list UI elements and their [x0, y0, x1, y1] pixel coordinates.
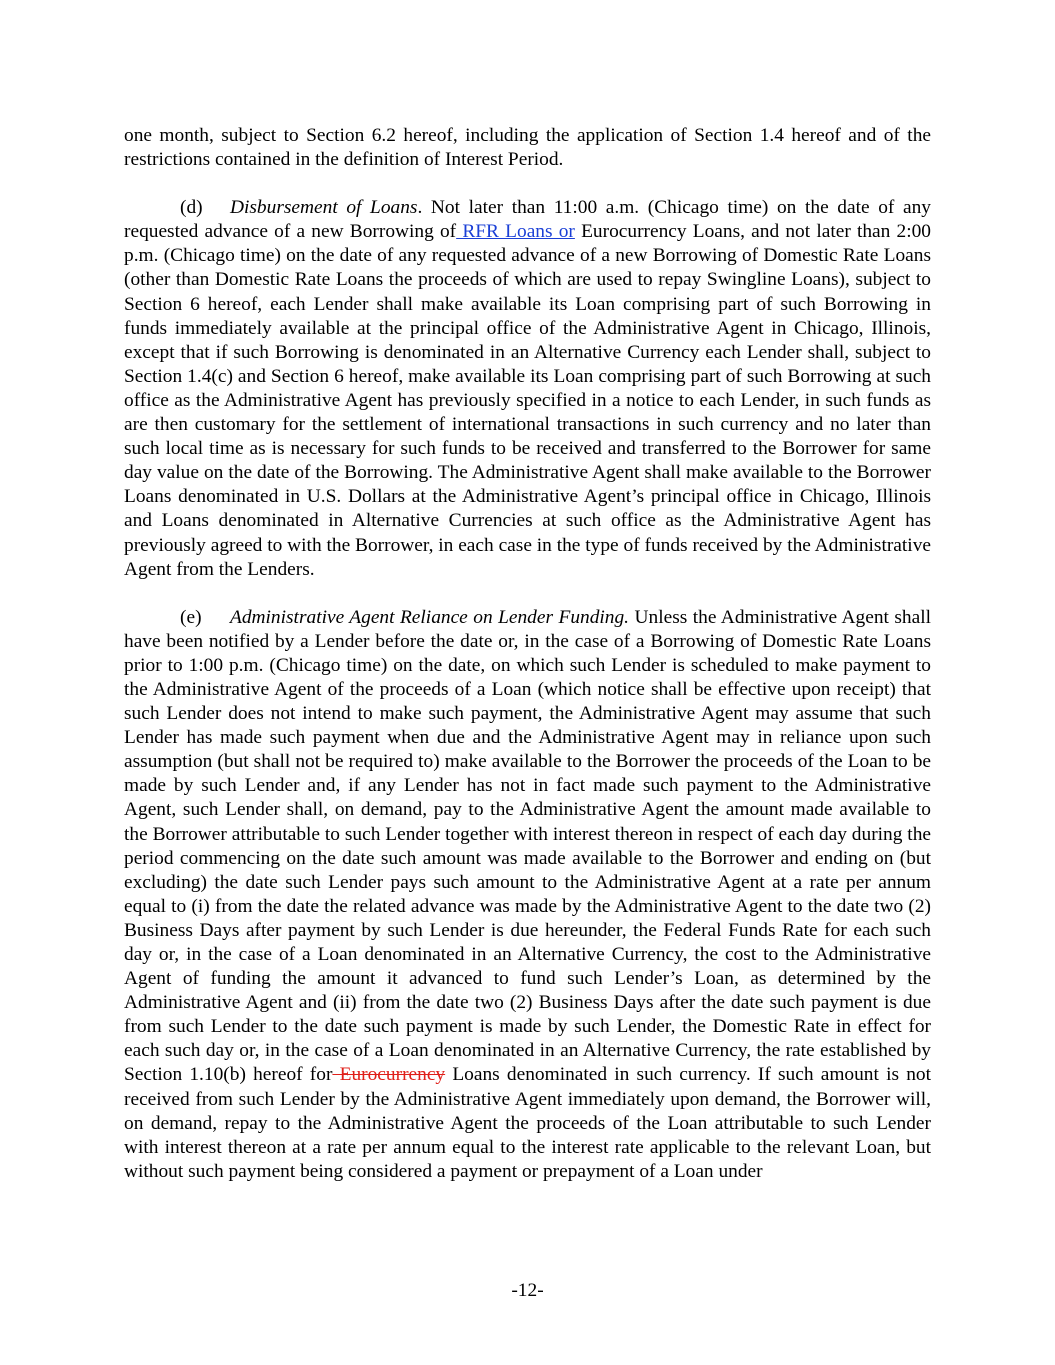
- deleted-text-eurocurrency: Eurocurrency: [332, 1064, 446, 1086]
- document-page: [124, 124, 931, 1184]
- paragraph-e: [124, 606, 931, 1184]
- paragraph-d-marker: (d): [180, 197, 203, 219]
- paragraph-c-continuation: one month, subject to Section 6.2 hereof, including the application of Section 1.4 hereof and of the restrictions contained in the definition of Interest Period.: [124, 125, 931, 171]
- page-number: -12-: [511, 1280, 544, 1301]
- paragraph-d-text-1: Not later than 11:00 a.m. (Chicago time) on the date of any requested advance of a new Borrowing of: [124, 197, 931, 243]
- paragraph-e-heading: Administrative Agent Reliance on Lender Funding.: [230, 606, 630, 628]
- inserted-text-rfr-loans: RFR Loans or: [456, 221, 575, 243]
- paragraph-d: [124, 196, 931, 582]
- paragraph-d-text-2: Eurocurrency Loans, and not later than 2:00 p.m. (Chicago time) on the date of any requested advance of a new Borrowing of Domestic Rate Loans (other than Domestic Rate Loans the proceeds of which are used to repay Swingline Loans), subject to Section 6 hereof, each Lender shall make available its Loan comprising part of such Borrowing in funds immediately available at the principal office of the Administrative Agent in Chicago, Illinois, except that if such Borrowing is denominated in an Alternative Currency each Lender shall, subject to Section 1.4(c) and Section 6 hereof, make available its Loan comprising part of such Borrowing at such office as the Administrative Agent has previously specified in a notice to each Lender, in such funds as are then customary for the settlement of international transactions in such currency and no later than such local time as is necessary for such funds to be received and transferred to the Borrower for same day value on the date of the Borrowing. The Administrative Agent shall make available to the Borrower Loans denominated in U.S. Dollars at the Administrative Agent’s principal office in Chicago, Illinois and Loans denominated in Alternative Currencies at such office as the Administrative Agent has previously agreed to with the Borrower, in each case in the type of funds received by the Administrative Agent from the Lenders.: [124, 221, 931, 580]
- paragraph-spacer: [124, 172, 931, 196]
- paragraph-d-heading: Disbursement of Loans: [230, 197, 418, 219]
- paragraph-d-heading-punct: .: [417, 197, 423, 219]
- paragraph-spacer: [124, 582, 931, 606]
- paragraph-e-text-1: Unless the Administrative Agent shall have been notified by a Lender before the date or, in the case of a Borrowing of Domestic Rate Loans prior to 1:00 p.m. (Chicago time) on the date, on which such Lender is scheduled to make payment to the Administrative Agent of the proceeds of a Loan (which notice shall be effective upon receipt) that such Lender does not intend to make such payment, the Administrative Agent may assume that such Lender has made such payment when due and the Administrative Agent may in reliance upon such assumption (but shall not be required to) make available to the Borrower the proceeds of the Loan to be made by such Lender and, if any Lender has not in fact made such payment to the Administrative Agent, such Lender shall, on demand, pay to the Administrative Agent the amount made available to the Borrower attributable to such Lender together with interest thereon in respect of each day during the period commencing on the date such amount was made available to the Borrower and ending on (but excluding) the date such Lender pays such amount to the Administrative Agent at a rate per annum equal to (i) from the date the related advance was made by the Administrative Agent to the date two (2) Business Days after payment by such Lender is due hereunder, the Federal Funds Rate for each such day or, in the case of a Loan denominated in an Alternative Currency, the cost to the Administrative Agent of funding the amount it advanced to fund such Lender’s Loan, as determined by the Administrative Agent and (ii) from the date two (2) Business Days after the date such payment is due from such Lender to the date such payment is made by such Lender, the Domestic Rate in effect for each such day or, in the case of a Loan denominated in an Alternative Currency, the rate established by Section 1.10(b) hereof for: [124, 606, 931, 1086]
- paragraph-e-marker: (e): [180, 606, 202, 628]
- paragraph-e-text-2: Loans denominated in such currency. If such amount is not received from such Lender by the Administrative Agent immediately upon demand, the Borrower will, on demand, repay to the Administrative Agent the proceeds of the Loan attributable to such Lender with interest thereon at a rate per annum equal to the interest rate applicable to the relevant Loan, but without such payment being considered a payment or prepayment of a Loan under: [124, 1064, 931, 1182]
